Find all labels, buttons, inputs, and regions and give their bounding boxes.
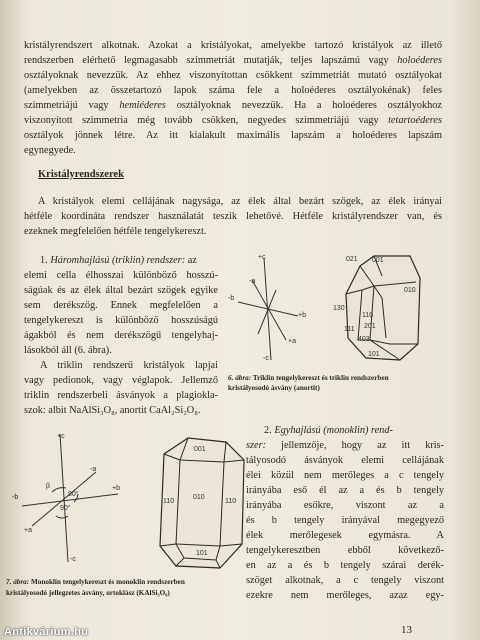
text-line: 1. Háromhajlású (triklin) rendszer: az (40, 255, 197, 266)
text-line: szok: albit NaAlSi₃O₈, anortit CaAl₂Si₂O₈. (24, 405, 201, 416)
text-line: triklin rendszerbeli ásványok a plagiokla- (24, 390, 218, 401)
section-heading: Kristályrendszerek (38, 169, 124, 180)
axis-label: -a (249, 278, 256, 285)
text-line: lásokból áll (6. ábra). (24, 345, 112, 356)
text-line: élei közül nem merőleges a c tengely (246, 470, 444, 481)
face-label: 101 (196, 550, 208, 557)
angle-label: 90° (60, 505, 71, 512)
angle-label: 90° (68, 491, 79, 498)
face-label: 110 (225, 498, 237, 505)
figure-7-caption: 7. ábra: Monoklin tengelykereszt és monoklin rendszerben (6, 578, 185, 586)
axis-label: -b (228, 295, 235, 302)
text-line: élek merőlegesek egymásra. A (246, 530, 444, 541)
text-line: szer: jellemzője, hogy az itt kris- (246, 440, 444, 451)
text-line: szimmetriájú vagy hemiéderes osztályoknak nevezzük. Ha a holoéderes osztályokhoz (24, 100, 443, 111)
text-line: A kristályok elemi cellájának nagysága, az élek által bezárt szögek, az élek irányai (38, 196, 442, 207)
face-label: 201 (364, 323, 376, 330)
axis-label: -c (70, 556, 76, 563)
text-line: 2. Egyhajlású (monoklin) rend- (264, 425, 393, 436)
face-label: 130 (333, 305, 345, 312)
axis-label: +b (112, 485, 120, 492)
figure-6-caption: 6. ábra: Triklin tengelykereszt és triklin rendszerben (228, 374, 389, 382)
face-label: 110 (163, 498, 175, 505)
text-line: osztályok jönnek létre. Az itt kialakult maximális lapszám a holoéderes lapszám (24, 130, 442, 141)
text-line: osztályoknak nevezzük. Az ehhez viszonyítottan csökkent szimmetriát mutató osztályokat (24, 70, 442, 81)
text-line: sem derékszög. Ennek megfelelően a (24, 300, 218, 311)
text-line: elemi cella élhosszai különböző hosszú- (24, 270, 218, 281)
text-line: irányába eső él az a és b tengely (246, 485, 444, 496)
axis-label: -a (90, 466, 97, 473)
face-label: 101 (368, 351, 380, 358)
text-line: en az a és b tengely szárai derék- (246, 560, 444, 571)
axis-label: +a (24, 527, 32, 534)
anorthite-crystal-figure (330, 248, 450, 368)
text-line: tengelykereszt is különböző hosszúságú (24, 315, 218, 326)
face-label: 001 (372, 257, 384, 264)
text-line: viszonyított szimmetria még tovább csökken, negyedes szimmetriájú vagy tetartoéderes (24, 115, 443, 126)
text-line: egynegyede. (24, 145, 76, 156)
axis-label: +c (57, 433, 65, 440)
text-line: tengelykeresztben ebből következő- (246, 545, 444, 556)
page-number: 13 (401, 624, 412, 636)
text-line: irányába esőkre, viszont az a (246, 500, 444, 511)
axis-label: +a (288, 338, 296, 345)
text-line: ságúak és az élek által bezárt szögek egyike (24, 285, 218, 296)
face-label: 010 (193, 494, 205, 501)
angle-label: β (46, 483, 51, 490)
watermark: Antikvárium.hu (4, 626, 89, 638)
text-line: rendszerben elérhető legmagasabb szimmetriát mutatják, teljes lapszámú vagy holoéderes (24, 55, 443, 66)
face-label: 021 (346, 256, 358, 263)
text-line: ezeknek megfelelően hétféle tengelykereszt. (24, 226, 207, 237)
face-label: 010 (404, 287, 416, 294)
text-line: szöget alkotnak, a c tengely viszont (246, 575, 444, 586)
axis-label: -c (263, 355, 269, 362)
text-line: A triklin rendszerű kristályok lapjai (40, 360, 218, 371)
face-label: 110 (362, 312, 374, 319)
face-label: 001 (194, 446, 206, 453)
figure-7-caption: kristályosodó jellegzetes ásvány, ortoklász (KAlSi₃O₈) (6, 589, 170, 597)
axis-label: +b (298, 312, 306, 319)
axis-label: -b (12, 494, 19, 501)
figure-6-caption: kristályosodó ásvány (anortit) (228, 384, 320, 392)
text-line: vagy pedionok, vagy véglapok. Jellemző (24, 375, 218, 386)
text-line: hétféle koordináta rendszer használatát teszik lehetővé. Hétféle kristályrendszer van, és (24, 211, 442, 222)
text-line: kristályrendszert alkotnak. Azokat a kristályokat, amelyekbe tartozó kristályok az illető (24, 40, 442, 51)
text-line: ágakból és nem derékszögű tengelyhaj- (24, 330, 218, 341)
axis-label: +c (258, 254, 266, 261)
triclinic-axis-figure (218, 250, 318, 365)
face-label: 403 (358, 336, 370, 343)
text-line: (amelyekben az összetartozó lapok száma fele a holoéderes osztályokénak) feles (24, 85, 442, 96)
text-line: tályosodó ásványok elemi cellájának (246, 455, 444, 466)
face-label: 111 (344, 326, 355, 333)
text-line: és b tengely irányával megegyező (246, 515, 444, 526)
text-line: ezekre nem merőleges, azaz egy- (246, 590, 444, 601)
